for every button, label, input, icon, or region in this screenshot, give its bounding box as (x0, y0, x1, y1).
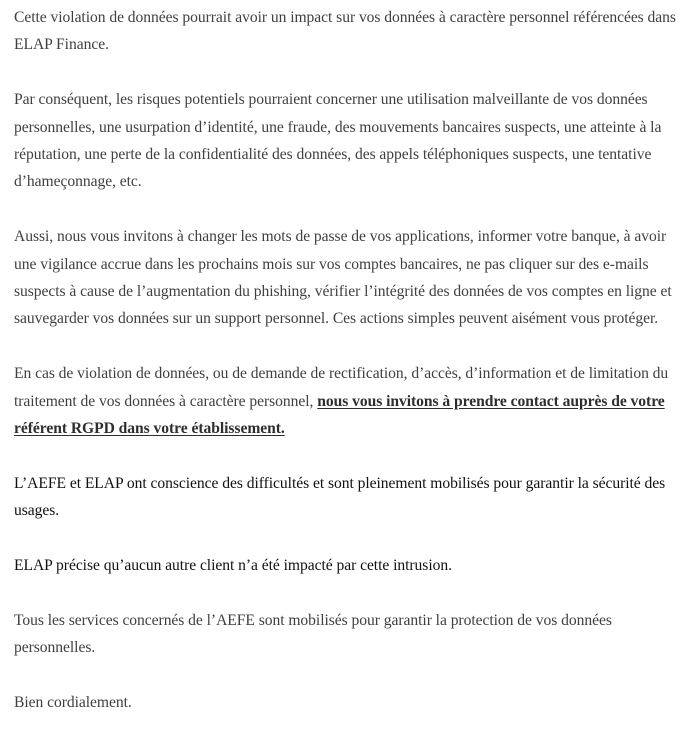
paragraph-mobilization: L’AEFE et ELAP ont conscience des difficultés et sont pleinement mobilisés pour garantir la sécurité des usages. (14, 474, 666, 520)
paragraph-recommendations: Aussi, nous vous invitons à changer les mots de passe de vos applications, informer votre banque, à avoir une vigilance accrue dans les prochains mois sur vos comptes bancaires, ne pas cliquer sur des e-mails suspects à cause de l’augmentation du phishing, vérifier l’intégrité des données de vos comptes en ligne et sauvegarder vos données sur un support personnel. Ces actions simples peuvent aisément vous protéger. (14, 228, 672, 328)
paragraph-contact (14, 360, 686, 442)
contact-rgpd-referent-link[interactable]: nous vous invitons à prendre contact auprès de votre référent RGPD dans votre établissement. (14, 392, 665, 438)
paragraph-no-other-client: ELAP précise qu’aucun autre client n’a été impacté par cette intrusion. (14, 557, 452, 575)
paragraph-impact: Cette violation de données pourrait avoir un impact sur vos données à caractère personnel référencées dans ELAP Finance. (14, 9, 676, 54)
paragraph-services: Tous les services concernés de l’AEFE sont mobilisés pour garantir la protection de vos données personnelles. (14, 611, 612, 657)
paragraph-contact-text: En cas de violation de données, ou de demande de rectification, d’accès, d’information et de limitation du traitement de vos données à caractère personnel, (14, 365, 669, 410)
paragraph-risks: Par conséquent, les risques potentiels pourraient concerner une utilisation malveillante de vos données personnelles, une usurpation d’identité, une fraude, des mouvements bancaires suspects, une atteinte à la réputation, une perte de la confidentialité des données, des appels téléphoniques suspects, une tentative d’hameçonnage, etc. (14, 91, 662, 191)
closing-salutation: Bien cordialement. (14, 694, 132, 712)
